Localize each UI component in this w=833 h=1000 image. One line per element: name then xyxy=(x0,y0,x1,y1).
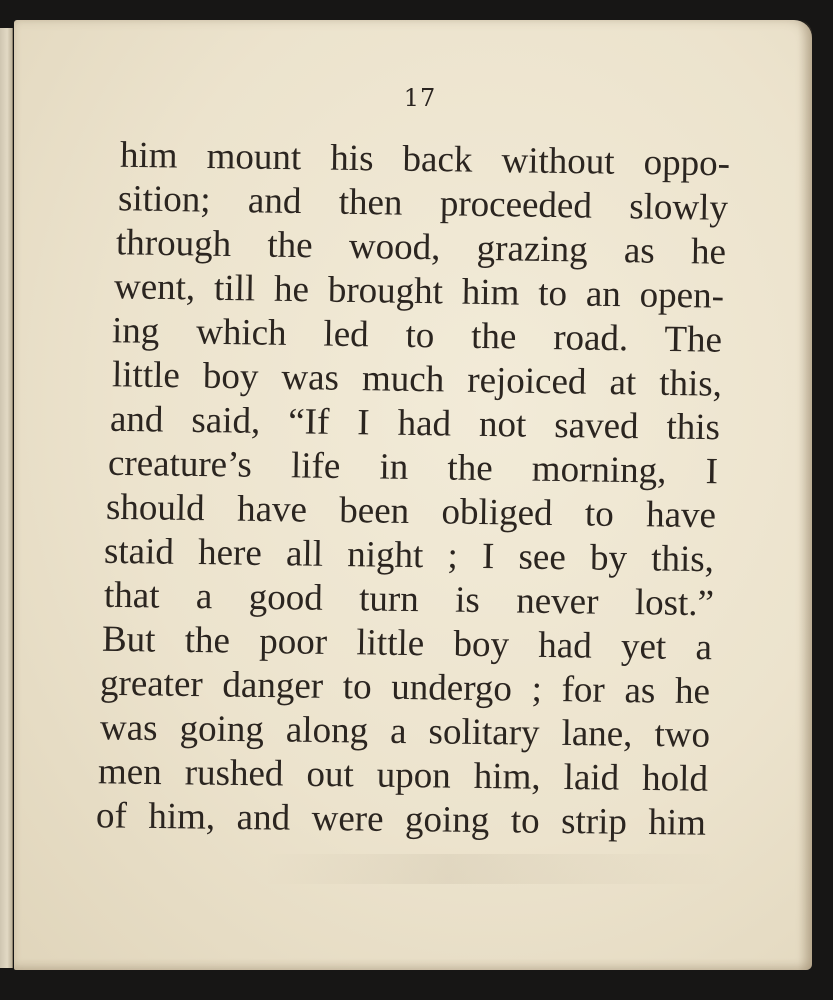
text-line: sition; and then proceeded slowly xyxy=(117,178,729,229)
text-line: ing which led to the road. The xyxy=(111,310,723,361)
page-body-text xyxy=(95,134,731,878)
text-line: greater danger to undergo ; for as he xyxy=(99,662,711,713)
text-line: men rushed out upon him, laid hold xyxy=(97,751,709,800)
text-line: that a good turn is never lost.” xyxy=(103,574,715,625)
text-line: should have been obliged to have xyxy=(105,486,717,537)
text-line: of him, and were going to strip him xyxy=(95,795,707,844)
book-page xyxy=(14,20,812,970)
text-line: through the wood, grazing as he xyxy=(115,222,727,273)
text-line: staid here all night ; I see by this, xyxy=(103,530,715,581)
text-line: little boy was much rejoiced at this, xyxy=(111,354,723,405)
text-line: creature’s life in the morning, I xyxy=(107,442,719,493)
text-line: and said, “If I had not saved this xyxy=(109,398,721,449)
text-line: was going along a solitary lane, two xyxy=(99,707,711,756)
facing-page-edge xyxy=(0,28,13,968)
text-line: him mount his back without oppo- xyxy=(119,134,731,185)
text-line: But the poor little boy had yet a xyxy=(101,618,713,669)
text-line: went, till he brought him to an open- xyxy=(113,266,725,317)
page-number: 17 xyxy=(403,84,437,112)
